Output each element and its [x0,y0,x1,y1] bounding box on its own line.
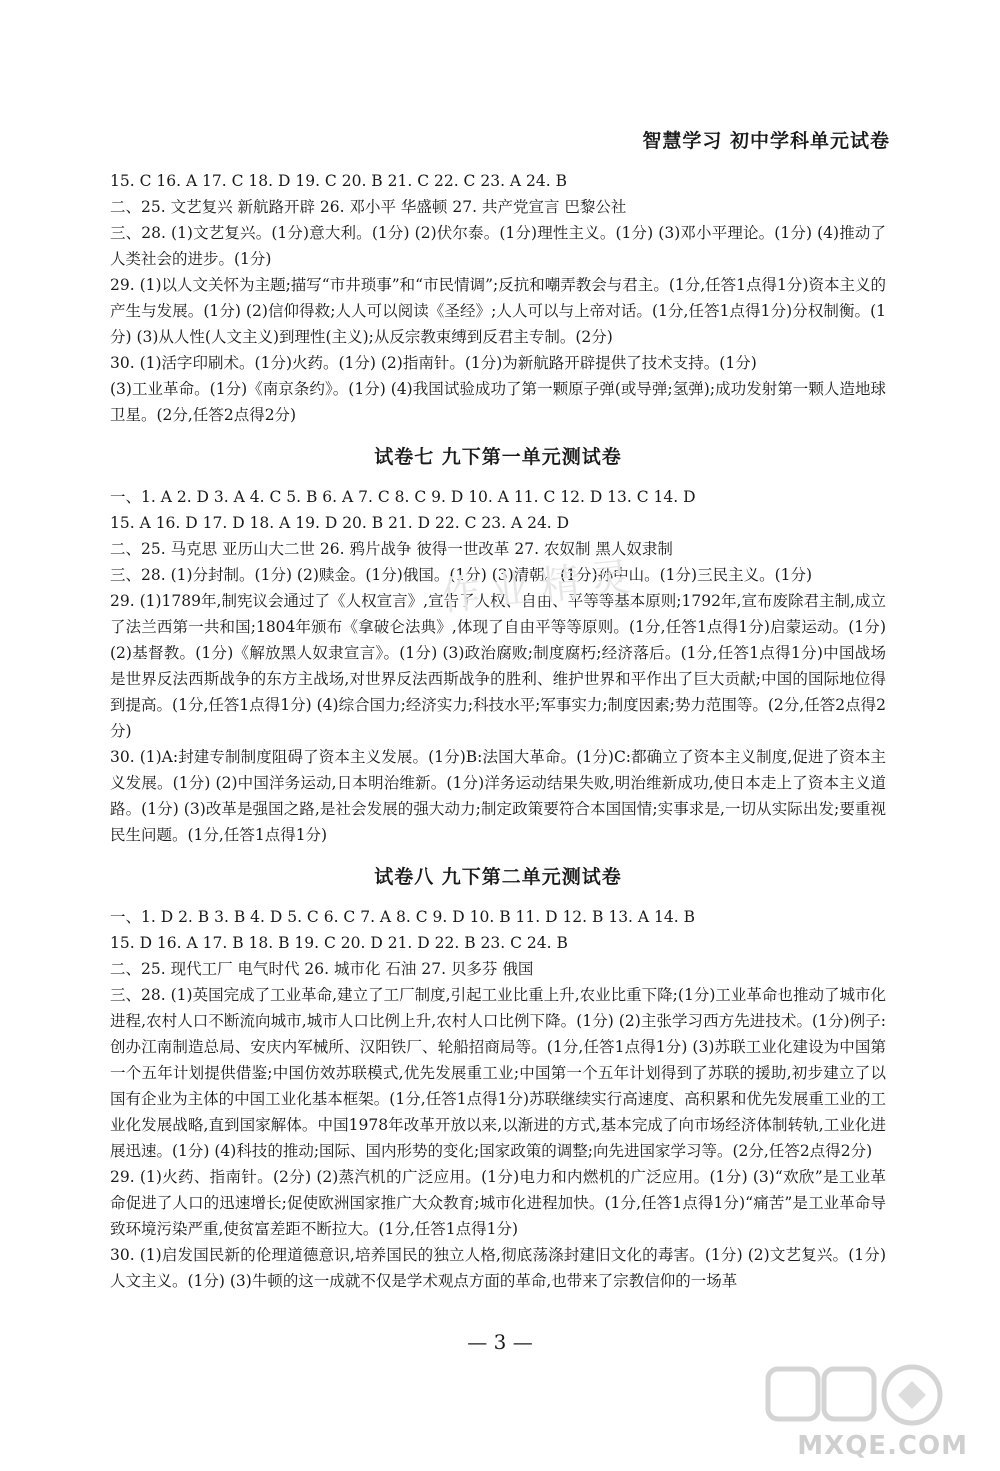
answer-line: 29. (1)火药、指南针。(2分) (2)蒸汽机的广泛应用。(1分)电力和内燃机的广泛应用。(1分) (3)“欢欣”是工业革命促进了人口的迅速增长;促使欧洲国家推广大众教育;城市化进程加快。(1分,任答1点得1分)“痛苦”是工业革命导致环境污染严重,使贫富差距不断拉大。(1分,任答1点得1分) [110,1168,886,1238]
answer-line: 三、28. (1)英国完成了工业革命,建立了工厂制度,引起工业比重上升,农业比重下降;(1分)工业革命也推动了城市化进程,农村人口不断流向城市,城市人口比例上升,农村人口比例下降。(1分) (2)主张学习西方先进技术。(1分)例子:创办江南制造总局、安庆内军械所、汉阳铁厂、轮船招商局等。(1分,任答1点得1分) (3)苏联工业化建设为中国第一个五年计划提供借鉴;中国仿效苏联模式,优先发展重工业;中国第一个五年计划得到了苏联的援助,初步建立了以国有企业为主体的中国工业化基本框架。(1分,任答1点得1分)苏联继续实行高速度、高积累和优先发展重工业的工业化发展战略,直到国家解体。中国1978年改革开放以来,以渐进的方式,基本完成了向市场经济体制转轨,工业化进展迅速。(1分) (4)科技的推动;国际、国内形势的变化;国家政策的调整;向先进国家学习等。(2分,任答2点得2分) [110,986,886,1160]
answer-line: 二、25. 马克思 亚历山大二世 26. 鸦片战争 彼得一世改革 27. 农奴制 黑人奴隶制 [110,540,673,558]
center-watermark: 作业精灵 [438,553,643,621]
answer-logo-icon [762,1355,988,1435]
answer-content [110,168,886,1294]
answer-line: 一、1. A 2. D 3. A 4. C 5. B 6. A 7. C 8. C 9. D 10. A 11. C 12. D 13. C 14. D [110,488,696,506]
answer-line: (3)工业革命。(1分)《南京条约》。(1分) (4)我国试验成功了第一颗原子弹(或导弹;氢弹);成功发射第一颗人造地球卫星。(2分,任答2点得2分) [110,380,886,424]
answer-line: 15. A 16. D 17. D 18. A 19. D 20. B 21. D 22. C 23. A 24. D [110,514,570,532]
answer-line: 三、28. (1)分封制。(1分) (2)赎金。(1分)俄国。(1分) (3)清朝。(1分)孙中山。(1分)三民主义。(1分) [110,566,813,584]
watermark-text: MXQE.COM [797,1431,968,1461]
answer-line: 15. C 16. A 17. C 18. D 19. C 20. B 21. C 22. C 23. A 24. B [110,172,568,190]
answer-line: 15. D 16. A 17. B 18. B 19. C 20. D 21. D 22. B 23. C 24. B [110,934,568,952]
answer-line: 30. (1)A:封建专制制度阻碍了资本主义发展。(1分)B:法国大革命。(1分)C:都确立了资本主义制度,促进了资本主义发展。(1分) (2)中国洋务运动,日本明治维新。(1分)洋务运动结果失败,明治维新成功,使日本走上了资本主义道路。(1分) (3)改革是强国之路,是社会发展的强大动力;制定政策要符合本国国情;实事求是,一切从实际出发;要重视民生问题。(1分,任答1点得1分) [110,748,886,844]
section-title-7: 试卷七 九下第一单元测试卷 [374,446,622,468]
answer-line: 29. (1)以人文关怀为主题;描写“市井琐事”和“市民情调”;反抗和嘲弄教会与君主。(1分,任答1点得1分)资本主义的产生与发展。(1分) (2)信仰得救;人人可以阅读《圣经》;人人可以与上帝对话。(1分,任答1点得1分)分权制衡。(1分) (3)从人性(人文主义)到理性(主义);从反宗教束缚到反君主专制。(2分) [110,276,886,346]
answer-line: 29. (1)1789年,制宪议会通过了《人权宣言》,宣告了人权、自由、平等等基本原则;1792年,宣布废除君主制,成立了法兰西第一共和国;1804年颁布《拿破仑法典》,体现了自由平等等原则。(1分,任答1点得1分)启蒙运动。(1分) (2)基督教。(1分)《解放黑人奴隶宣言》。(1分) (3)政治腐败;制度腐朽;经济落后。(1分,任答1点得1分)中国战场是世界反法西斯战争的东方主战场,对世界反法西斯战争的胜利、维护世界和平作出了巨大贡献;中国的国际地位得到提高。(1分,任答1点得1分) (4)综合国力;经济实力;科技水平;军事实力;制度因素;势力范围等。(2分,任答2点得2分) [110,592,886,740]
answer-line: 一、1. D 2. B 3. B 4. D 5. C 6. C 7. A 8. C 9. D 10. B 11. D 12. B 13. A 14. B [110,908,696,926]
page-number: — 3 — [467,1330,533,1354]
answer-line: 二、25. 文艺复兴 新航路开辟 26. 邓小平 华盛顿 27. 共产党宣言 巴黎公社 [110,198,627,216]
corner-watermark-logo [762,1355,988,1465]
answer-line: 三、28. (1)文艺复兴。(1分)意大利。(1分) (2)伏尔泰。(1分)理性主义。(1分) (3)邓小平理论。(1分) (4)推动了人类社会的进步。(1分) [110,224,886,268]
answer-line: 30. (1)活字印刷术。(1分)火药。(1分) (2)指南针。(1分)为新航路开辟提供了技术支持。(1分) [110,354,757,372]
answer-line: 30. (1)启发国民新的伦理道德意识,培养国民的独立人格,彻底荡涤封建旧文化的毒害。(1分) (2)文艺复兴。(1分)人文主义。(1分) (3)牛顿的这一成就不仅是学术观点方面的革命,也带来了宗教信仰的一场革 [110,1246,886,1290]
section-title-8: 试卷八 九下第二单元测试卷 [374,866,622,888]
answer-line: 二、25. 现代工厂 电气时代 26. 城市化 石油 27. 贝多芬 俄国 [110,960,534,978]
page-header: 智慧学习 初中学科单元试卷 [642,130,890,152]
